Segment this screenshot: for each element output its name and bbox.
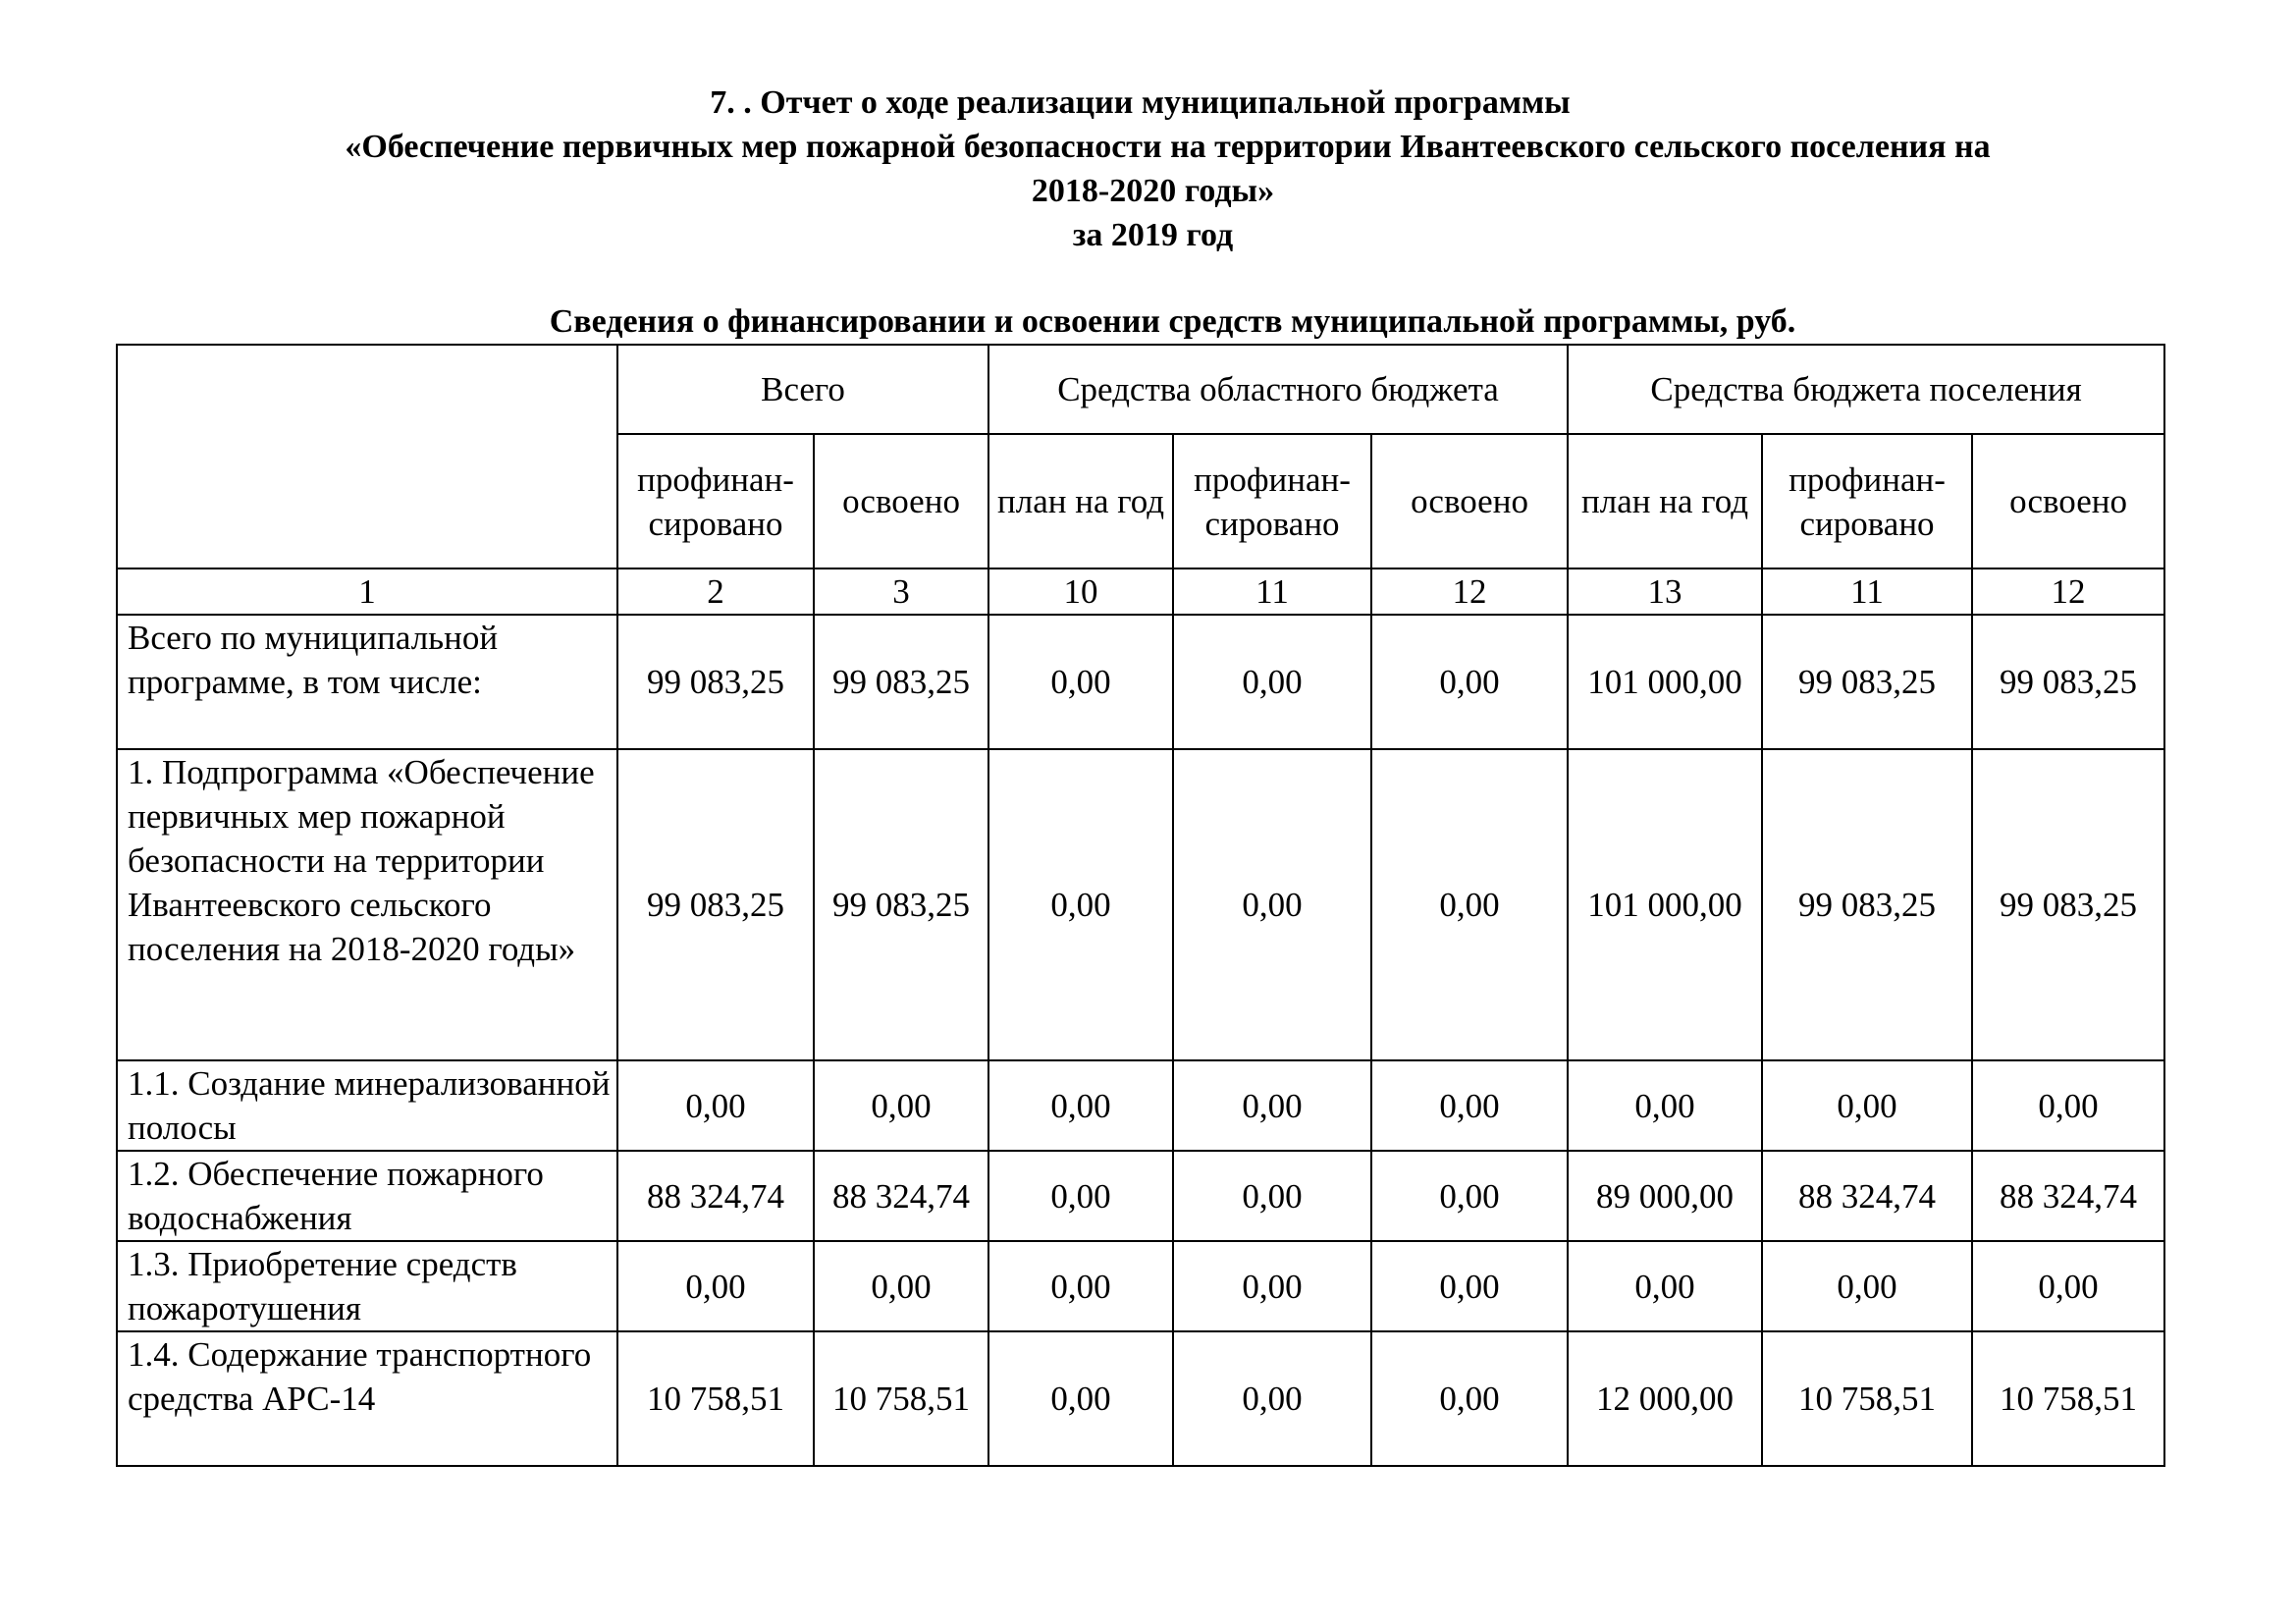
value-cell: 0,00 <box>1762 1241 1972 1331</box>
column-number: 11 <box>1762 568 1972 615</box>
header-row-groups <box>117 345 2164 434</box>
value-cell: 0,00 <box>1371 1151 1568 1241</box>
value-cell: 10 758,51 <box>617 1331 814 1466</box>
value-cell: 0,00 <box>814 1060 988 1151</box>
value-cell: 10 758,51 <box>1762 1331 1972 1466</box>
subheader-cell: план на год <box>988 434 1173 568</box>
value-cell: 88 324,74 <box>814 1151 988 1241</box>
column-number: 12 <box>1371 568 1568 615</box>
value-cell: 0,00 <box>1371 615 1568 749</box>
subheader-cell: профинан-сировано <box>617 434 814 568</box>
table-row-extinguishing-means <box>117 1241 2164 1331</box>
subheader-cell: профинан-сировано <box>1173 434 1371 568</box>
value-cell: 0,00 <box>1972 1241 2164 1331</box>
report-title-line-2: «Обеспечение первичных мер пожарной безопасности на территории Ивантеевского сельского поселения на <box>345 129 1991 165</box>
row-name: 1.3. Приобретение средств пожаротушения <box>117 1241 617 1331</box>
header-group-settlement: Средства бюджета поселения <box>1568 345 2164 434</box>
value-cell: 0,00 <box>1173 1151 1371 1241</box>
header-group-total: Всего <box>617 345 988 434</box>
column-number: 2 <box>617 568 814 615</box>
table-row-subprogram <box>117 749 2164 1060</box>
value-cell: 10 758,51 <box>1972 1331 2164 1466</box>
value-cell: 99 083,25 <box>1762 615 1972 749</box>
row-name: 1.4. Содержание транспортного средства АРС-14 <box>117 1331 617 1466</box>
value-cell: 99 083,25 <box>617 615 814 749</box>
value-cell: 0,00 <box>1568 1241 1762 1331</box>
value-cell: 89 000,00 <box>1568 1151 1762 1241</box>
value-cell: 88 324,74 <box>1972 1151 2164 1241</box>
value-cell: 0,00 <box>1972 1060 2164 1151</box>
value-cell: 0,00 <box>988 615 1173 749</box>
table-row-vehicle-maintenance <box>117 1331 2164 1466</box>
value-cell: 0,00 <box>1371 1331 1568 1466</box>
column-number: 10 <box>988 568 1173 615</box>
value-cell: 88 324,74 <box>1762 1151 1972 1241</box>
column-number: 3 <box>814 568 988 615</box>
value-cell: 0,00 <box>1762 1060 1972 1151</box>
column-number: 13 <box>1568 568 1762 615</box>
value-cell: 99 083,25 <box>617 749 814 1060</box>
value-cell: 0,00 <box>1173 615 1371 749</box>
value-cell: 0,00 <box>1371 1241 1568 1331</box>
row-name: 1.1. Создание минерализованной полосы <box>117 1060 617 1151</box>
column-number: 1 <box>117 568 617 615</box>
value-cell: 0,00 <box>988 1151 1173 1241</box>
value-cell: 0,00 <box>1371 1060 1568 1151</box>
value-cell: 99 083,25 <box>1972 615 2164 749</box>
value-cell: 12 000,00 <box>1568 1331 1762 1466</box>
value-cell: 99 083,25 <box>1972 749 2164 1060</box>
row-name: Всего по муниципальной программе, в том числе: <box>117 615 617 749</box>
value-cell: 0,00 <box>1173 1241 1371 1331</box>
subheader-cell: освоено <box>1371 434 1568 568</box>
value-cell: 88 324,74 <box>617 1151 814 1241</box>
table-row-mineral-strip <box>117 1060 2164 1151</box>
column-number: 11 <box>1173 568 1371 615</box>
column-number: 12 <box>1972 568 2164 615</box>
table-title: Сведения о финансировании и освоении средств муниципальной программы, руб. <box>549 303 1796 340</box>
financing-table <box>116 344 2165 1467</box>
value-cell: 0,00 <box>1173 1060 1371 1151</box>
subheader-cell: план на год <box>1568 434 1762 568</box>
header-group-regional: Средства областного бюджета <box>988 345 1568 434</box>
value-cell: 0,00 <box>1371 749 1568 1060</box>
subheader-cell: освоено <box>1972 434 2164 568</box>
value-cell: 0,00 <box>988 749 1173 1060</box>
value-cell: 0,00 <box>617 1060 814 1151</box>
report-period: за 2019 год <box>1072 217 1234 253</box>
value-cell: 0,00 <box>988 1331 1173 1466</box>
report-title-line-1: 7. . Отчет о ходе реализации муниципальной программы <box>710 84 1571 121</box>
value-cell: 101 000,00 <box>1568 749 1762 1060</box>
value-cell: 0,00 <box>988 1241 1173 1331</box>
value-cell: 101 000,00 <box>1568 615 1762 749</box>
value-cell: 0,00 <box>1173 1331 1371 1466</box>
value-cell: 0,00 <box>1568 1060 1762 1151</box>
value-cell: 0,00 <box>988 1060 1173 1151</box>
value-cell: 99 083,25 <box>814 615 988 749</box>
value-cell: 99 083,25 <box>814 749 988 1060</box>
column-number-row <box>117 568 2164 615</box>
value-cell: 0,00 <box>1173 749 1371 1060</box>
subheader-cell: освоено <box>814 434 988 568</box>
table-row-water-supply <box>117 1151 2164 1241</box>
report-title-line-3: 2018-2020 годы» <box>1031 173 1275 209</box>
row-name: 1.2. Обеспечение пожарного водоснабжения <box>117 1151 617 1241</box>
value-cell: 0,00 <box>617 1241 814 1331</box>
value-cell: 0,00 <box>814 1241 988 1331</box>
row-name: 1. Подпрограмма «Обеспечение первичных мер пожарной безопасности на территории Ивантеевского сельского поселения на 2018-2020 годы» <box>117 749 617 1060</box>
header-empty-cell <box>117 345 617 568</box>
value-cell: 10 758,51 <box>814 1331 988 1466</box>
table-row-program-total <box>117 615 2164 749</box>
subheader-cell: профинан-сировано <box>1762 434 1972 568</box>
value-cell: 99 083,25 <box>1762 749 1972 1060</box>
